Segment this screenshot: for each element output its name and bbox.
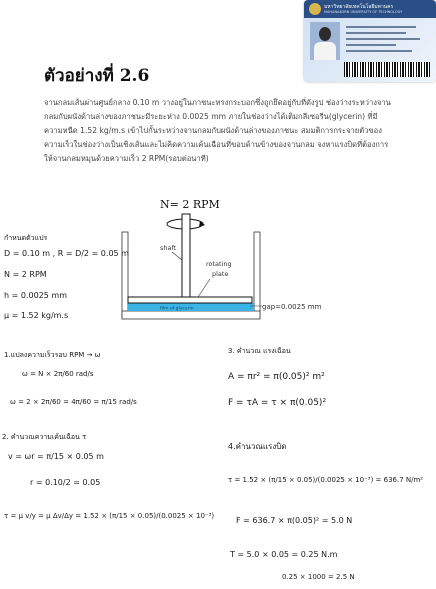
plate-label-line2: plate: [212, 270, 229, 278]
step4-line-1: τ = 1.52 × (π/15 × 0.05)/(0.0025 × 10⁻³) = 636.7 N/m²: [228, 476, 424, 484]
step3-line-1: A = πr² = π(0.05)² m²: [228, 372, 325, 382]
id-card-photo: [310, 22, 340, 60]
university-seal-icon: [309, 3, 321, 15]
step4-line-4: 0.25 × 1000 = 2.5 N: [282, 573, 355, 581]
step1-line-2: ω = 2 × 2π/60 = 4π/60 = π/15 rad/s: [10, 398, 137, 406]
given-heading: กำหนดตัวแปร: [4, 234, 48, 242]
id-card-university: มหาวิทยาลัยเทคโนโลยีมหานคร: [324, 4, 394, 10]
container-right-wall: [254, 232, 260, 318]
container-bottom: [122, 311, 260, 319]
step2-line-3: τ = μ v/y = μ Δv/Δy = 1.52 × (π/15 × 0.05)/(0.0025 × 10⁻³): [4, 512, 215, 520]
page-title: ตัวอย่างที่ 2.6: [44, 66, 150, 86]
container-left-wall: [122, 232, 128, 318]
step4-heading: 4.คำนวณแรงบิด: [228, 442, 287, 451]
rotating-plate-diagram: [110, 188, 340, 328]
shaft-label: shaft: [160, 244, 177, 252]
id-card-university-en: MAHANAKORN UNIVERSITY OF TECHNOLOGY: [324, 10, 403, 14]
step3-line-2: F = τA = τ × π(0.05)²: [228, 398, 327, 408]
rotating-plate: [128, 297, 252, 303]
rpm-label: N= 2 RPM: [160, 198, 220, 211]
film-label: film of glycerin: [160, 306, 194, 312]
student-id-card: [304, 0, 436, 82]
step4-line-2: F = 636.7 × π(0.05)² = 5.0 N: [236, 516, 353, 525]
step1-heading: 1.แปลงความเร็วรอบ RPM → ω: [4, 351, 101, 359]
step1-line-1: ω = N × 2π/60 rad/s: [22, 370, 94, 378]
step2-line-2: r = 0.10/2 = 0.05: [30, 478, 101, 487]
given-line-1: D = 0.10 m , R = D/2 = 0.05 m: [4, 249, 129, 258]
step4-line-3: T = 5.0 × 0.05 = 0.25 N.m: [230, 550, 338, 559]
step3-heading: 3. คำนวณ แรงเฉือน: [228, 347, 291, 355]
given-line-2: N = 2 RPM: [4, 270, 47, 279]
step2-line-1: v = ωr = π/15 × 0.05 m: [8, 452, 104, 461]
given-line-4: μ = 1.52 kg/m.s: [4, 311, 69, 320]
gap-label: gap=0.0025 mm: [262, 303, 322, 311]
plate-label-line1: rotating: [206, 260, 232, 268]
step2-heading: 2. คำนวณความเค้นเฉือน τ: [2, 433, 87, 441]
problem-text: จานกลมเส้นผ่านศูนย์กลาง 0.10 m วางอยู่ในภาชนะทรงกระบอกซึ่งถูกยึดอยู่กับที่ดังรูป ช่องว่างระหว่างจานกลมกับผนังด้านล่างของภาชนะมีระยะห่าง 0.0025 mm ภายในช่องว่างได้เติมกลีเซอรีน(glycerin) ที่มีความหนืด 1.52 kg/m.s เข้าไปกั้นระหว่างจานกลมกับผนังด้านล่างของภาชนะ สมมติการกระจายตัวของความเร็วในช่องว่างเป็นเชิงเส้นและไม่คิดความเค้นเฉือนที่ขอบด้านข้างของจานกลม จงหาแรงบิดที่ต้องการให้จานกลมหมุนด้วยความเร็ว 2 RPM(รอบต่อนาที): [44, 98, 391, 163]
id-card-barcode: [344, 62, 430, 77]
given-line-3: h = 0.0025 mm: [4, 291, 67, 300]
shaft: [182, 214, 190, 297]
